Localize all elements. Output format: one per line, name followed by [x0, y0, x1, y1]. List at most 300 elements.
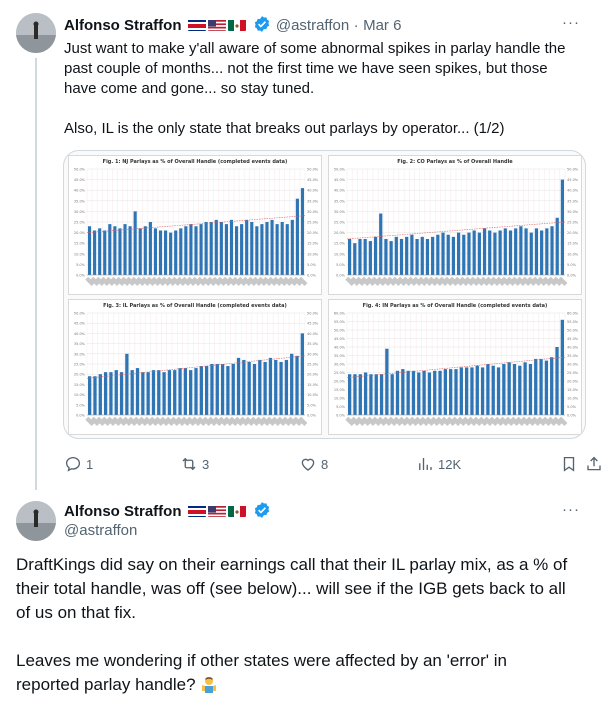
y-tick-label-right: 25.0%: [567, 371, 579, 375]
avatar[interactable]: [16, 13, 56, 53]
costa-rica-flag-icon: [188, 19, 206, 31]
bar: [561, 180, 564, 275]
bar: [396, 371, 399, 415]
bar: [467, 233, 470, 275]
bar: [281, 222, 284, 275]
bar: [291, 220, 294, 275]
bar: [374, 237, 377, 275]
y-tick-label: 15.0%: [333, 388, 345, 392]
bar: [415, 239, 418, 275]
author-name[interactable]: Alfonso Straffon: [64, 17, 182, 34]
bar: [159, 230, 162, 275]
y-tick-label: 10.0%: [333, 252, 345, 257]
bar: [364, 239, 367, 275]
chart-title: Fig. 3: IL Parlays as % of Overall Handle (completed events data): [103, 303, 287, 309]
bar: [535, 228, 538, 275]
y-tick-label: 10.0%: [333, 396, 345, 401]
bar: [364, 373, 367, 416]
bar: [260, 224, 263, 275]
bar: [154, 228, 157, 275]
thread-line: [35, 58, 37, 490]
bar: [123, 224, 126, 275]
bar: [529, 364, 532, 415]
reply-icon: [64, 455, 82, 473]
tweet-text-line: their total handle, was off (see below)... will see if the IGB gets back to all: [16, 579, 566, 598]
bar: [242, 360, 245, 415]
bar: [113, 226, 116, 275]
bar: [98, 228, 101, 275]
bar: [454, 369, 457, 415]
charts-image[interactable]: [63, 150, 586, 439]
chart-title: Fig. 1: NJ Parlays as % of Overall Handle (completed events data): [102, 159, 288, 165]
bar: [492, 366, 495, 415]
y-tick-label-right: 50.0%: [567, 328, 579, 333]
y-tick-label-right: 10.0%: [307, 393, 319, 398]
chart-plot: [329, 165, 583, 295]
bar: [369, 374, 372, 415]
y-tick-label: 5.0%: [76, 403, 85, 408]
bar: [379, 214, 382, 275]
reply-button[interactable]: [64, 455, 93, 473]
tweet-text-line: Leaves me wondering if other states were affected by an 'error' in: [16, 651, 507, 670]
bar: [240, 224, 243, 275]
bar: [436, 235, 439, 275]
y-tick-label-right: 15.0%: [307, 382, 319, 387]
y-tick-label-right: 0.0%: [307, 273, 316, 278]
y-tick-label: 15.0%: [73, 382, 85, 387]
y-tick-label: 45.0%: [333, 178, 345, 183]
bar: [269, 358, 272, 415]
bar: [255, 226, 258, 275]
y-tick-label: 20.0%: [73, 231, 85, 236]
bar: [476, 366, 479, 415]
y-tick-label: 20.0%: [333, 231, 345, 236]
views-icon: [416, 455, 434, 473]
y-tick-label: 40.0%: [333, 345, 345, 350]
bar: [385, 349, 388, 415]
y-tick-label-right: 45.0%: [307, 178, 319, 183]
bar: [215, 220, 218, 275]
usa-flag-icon: [208, 19, 226, 31]
bar: [438, 371, 441, 415]
bar: [391, 374, 394, 415]
y-tick-label: 35.0%: [333, 199, 345, 204]
bar: [539, 359, 542, 415]
y-tick-label-right: 5.0%: [567, 405, 576, 409]
share-button[interactable]: [585, 455, 603, 473]
bar: [465, 367, 468, 415]
y-tick-label: 40.0%: [73, 331, 85, 336]
bar: [93, 376, 96, 415]
y-tick-label-right: 30.0%: [307, 352, 319, 357]
bar: [462, 235, 465, 275]
chart-nj: [68, 155, 322, 295]
bar: [174, 230, 177, 275]
y-tick-label: 30.0%: [73, 352, 85, 357]
bar: [290, 354, 293, 415]
chart-in: [328, 299, 582, 435]
bar: [431, 237, 434, 275]
bar: [406, 371, 409, 415]
like-icon: [299, 455, 317, 473]
y-tick-label: 50.0%: [333, 328, 345, 333]
bar: [483, 228, 486, 275]
bar: [502, 364, 505, 415]
verified-badge-icon: [253, 15, 271, 33]
y-tick-label: 5.0%: [336, 262, 345, 267]
y-tick-label: 30.0%: [333, 362, 345, 367]
bar: [237, 358, 240, 415]
bar: [216, 364, 219, 415]
repost-button[interactable]: [180, 455, 209, 473]
y-tick-label: 40.0%: [333, 188, 345, 193]
bar: [508, 362, 511, 415]
y-tick-label: 25.0%: [73, 362, 85, 367]
bar: [380, 374, 383, 415]
chart-plot: [69, 309, 323, 435]
y-tick-label-right: 30.0%: [307, 209, 319, 214]
bar: [509, 230, 512, 275]
y-tick-label-right: 45.0%: [307, 321, 319, 326]
bar: [295, 356, 298, 415]
bar: [210, 364, 213, 415]
author-handle[interactable]: @astraffon: [64, 522, 138, 539]
bar: [248, 362, 251, 415]
bar: [232, 364, 235, 415]
y-tick-label-right: 30.0%: [567, 209, 579, 214]
y-tick-label-right: 50.0%: [307, 311, 319, 316]
bar: [205, 366, 208, 415]
bar: [353, 243, 356, 275]
bar: [225, 224, 228, 275]
bar: [184, 368, 187, 415]
y-tick-label: 40.0%: [73, 188, 85, 193]
y-tick-label: 5.0%: [336, 405, 345, 409]
bar: [141, 372, 144, 415]
y-tick-label: 5.0%: [76, 262, 85, 267]
tweet-text-line: reported parlay handle?: [16, 675, 196, 694]
repost-icon: [180, 455, 198, 473]
y-tick-label-right: 35.0%: [307, 342, 319, 347]
y-tick-label: 25.0%: [73, 220, 85, 225]
bar: [369, 241, 372, 275]
bar: [426, 239, 429, 275]
bar: [226, 366, 229, 415]
bar: [276, 224, 279, 275]
y-tick-label: 10.0%: [73, 252, 85, 257]
bar: [301, 333, 304, 415]
bar: [390, 241, 393, 275]
y-tick-label: 45.0%: [73, 321, 85, 326]
views-count: 12K: [438, 456, 462, 472]
bar: [131, 370, 134, 415]
bar: [540, 230, 543, 275]
bar: [493, 233, 496, 275]
y-tick-label-right: 55.0%: [567, 320, 579, 324]
bar: [88, 376, 91, 415]
more-icon[interactable]: ···: [562, 14, 580, 31]
bar: [194, 226, 197, 275]
bar: [199, 224, 202, 275]
y-tick-label-right: 5.0%: [307, 262, 316, 267]
bar: [245, 220, 248, 275]
bar: [545, 361, 548, 415]
author-handle[interactable]: @astraffon: [275, 17, 350, 34]
bar: [513, 364, 516, 415]
y-tick-label-right: 25.0%: [307, 362, 319, 367]
bar: [301, 188, 304, 275]
bar: [486, 364, 489, 415]
y-tick-label-right: 30.0%: [567, 362, 579, 367]
y-tick-label-right: 5.0%: [307, 403, 316, 408]
bar: [230, 220, 233, 275]
y-tick-label: 30.0%: [73, 209, 85, 214]
bar: [88, 226, 91, 275]
chart-plot: [69, 165, 323, 295]
bar: [421, 237, 424, 275]
bar: [184, 226, 187, 275]
y-tick-label-right: 5.0%: [567, 262, 576, 267]
bar: [157, 370, 160, 415]
share-icon: [585, 455, 603, 473]
bar: [194, 368, 197, 415]
person-shrugging-emoji: [200, 675, 218, 693]
bar: [530, 233, 533, 275]
y-tick-label: 30.0%: [333, 209, 345, 214]
bar: [220, 222, 223, 275]
bar: [470, 367, 473, 415]
bar: [296, 199, 299, 275]
y-tick-label-right: 0.0%: [567, 273, 576, 278]
y-tick-label: 45.0%: [333, 337, 345, 341]
chart-co: [328, 155, 582, 295]
y-tick-label: 50.0%: [73, 311, 85, 316]
repost-count: 3: [202, 456, 210, 472]
bar: [488, 230, 491, 275]
bar: [149, 222, 152, 275]
bar: [115, 370, 118, 415]
bar: [136, 368, 139, 415]
y-tick-label-right: 50.0%: [567, 167, 579, 172]
bar: [460, 367, 463, 415]
y-tick-label-right: 20.0%: [307, 231, 319, 236]
tweet-date[interactable]: Mar 6: [363, 17, 402, 34]
bar: [139, 228, 142, 275]
bar: [134, 211, 137, 275]
tweet-text-line: past couple of months... not the first time we have seen spikes, but those: [64, 60, 548, 77]
y-tick-label: 15.0%: [333, 241, 345, 246]
bar: [524, 228, 527, 275]
y-tick-label: 35.0%: [333, 354, 345, 358]
chart-plot: [329, 309, 583, 435]
bar: [168, 370, 171, 415]
bar: [169, 233, 172, 275]
tweet-text-line: of us on that fix.: [16, 603, 137, 622]
bar: [444, 369, 447, 415]
bar: [250, 222, 253, 275]
bar: [152, 370, 155, 415]
chart-title: Fig. 4: IN Parlays as % of Overall Handle (completed events data): [362, 303, 548, 309]
tweet-text-line: Just want to make y'all aware of some abnormal spikes in parlay handle the: [64, 40, 566, 57]
y-tick-label-right: 10.0%: [307, 252, 319, 257]
bar: [561, 320, 564, 415]
tweet-text-line: have come and gone... so stay tuned.: [64, 80, 315, 97]
bar: [457, 233, 460, 275]
mexico-flag-icon: [228, 505, 246, 517]
y-tick-label-right: 15.0%: [307, 241, 319, 246]
y-tick-label: 45.0%: [73, 178, 85, 183]
bar: [286, 224, 289, 275]
y-tick-label-right: 10.0%: [567, 396, 579, 401]
bar: [210, 222, 213, 275]
bar: [417, 373, 420, 416]
y-tick-label-right: 15.0%: [567, 388, 579, 392]
y-tick-label: 0.0%: [336, 413, 345, 418]
like-count: 8: [321, 456, 329, 472]
bar: [534, 359, 537, 415]
y-tick-label-right: 35.0%: [307, 199, 319, 204]
y-tick-label: 25.0%: [333, 371, 345, 375]
y-tick-label-right: 20.0%: [307, 372, 319, 377]
bar: [514, 228, 517, 275]
bar: [103, 230, 106, 275]
y-tick-label-right: 0.0%: [567, 413, 576, 418]
y-tick-label: 55.0%: [333, 320, 345, 324]
y-tick-label-right: 40.0%: [567, 188, 579, 193]
bar: [108, 224, 111, 275]
tweet-header: [64, 501, 271, 521]
tweet-text-line: DraftKings did say on their earnings call that their IL parlay mix, as a % of: [16, 555, 568, 574]
bar: [433, 371, 436, 415]
bar: [384, 239, 387, 275]
bar: [189, 370, 192, 415]
y-tick-label-right: 40.0%: [307, 331, 319, 336]
views-button[interactable]: [416, 455, 461, 473]
bar: [497, 367, 500, 415]
bar: [99, 374, 102, 415]
y-tick-label: 50.0%: [333, 167, 345, 172]
chart-il: [68, 299, 322, 435]
y-tick-label-right: 40.0%: [567, 345, 579, 350]
bar: [221, 364, 224, 415]
bar: [353, 374, 356, 415]
y-tick-label: 50.0%: [73, 167, 85, 172]
bar: [395, 237, 398, 275]
y-tick-label-right: 40.0%: [307, 188, 319, 193]
bar: [545, 228, 548, 275]
bar: [93, 230, 96, 275]
bar: [109, 372, 112, 415]
bar: [178, 368, 181, 415]
bar: [555, 347, 558, 415]
bar: [348, 374, 351, 415]
bar: [359, 374, 362, 415]
bar: [144, 226, 147, 275]
bar: [129, 226, 132, 275]
bar: [441, 233, 444, 275]
bookmark-icon: [560, 455, 578, 473]
bar: [499, 230, 502, 275]
more-icon[interactable]: ···: [562, 501, 580, 518]
y-tick-label: 35.0%: [73, 199, 85, 204]
y-tick-label: 0.0%: [76, 273, 85, 278]
y-tick-label-right: 60.0%: [567, 311, 579, 316]
y-tick-label-right: 0.0%: [307, 413, 316, 418]
bar: [162, 372, 165, 415]
bar: [519, 226, 522, 275]
bar: [125, 354, 128, 415]
bar: [449, 369, 452, 415]
tweet-text: [64, 39, 594, 139]
bar: [556, 218, 559, 275]
bar: [452, 237, 455, 275]
costa-rica-flag-icon: [188, 505, 206, 517]
bar: [120, 372, 123, 415]
y-tick-label-right: 20.0%: [567, 231, 579, 236]
bar: [179, 228, 182, 275]
like-button[interactable]: [299, 455, 328, 473]
y-tick-label-right: 25.0%: [307, 220, 319, 225]
bar: [518, 366, 521, 415]
bar: [401, 369, 404, 415]
bar: [348, 239, 351, 275]
y-tick-label-right: 35.0%: [567, 199, 579, 204]
bar: [481, 367, 484, 415]
tweet-header: [64, 15, 401, 35]
y-tick-label-right: 45.0%: [567, 178, 579, 183]
bar: [523, 362, 526, 415]
y-tick-label: 25.0%: [333, 220, 345, 225]
bar: [265, 222, 268, 275]
bar: [405, 237, 408, 275]
bar: [447, 235, 450, 275]
bar: [200, 366, 203, 415]
bar: [400, 239, 403, 275]
bookmark-button[interactable]: [560, 455, 578, 473]
bar: [428, 373, 431, 416]
y-tick-label: 20.0%: [333, 379, 345, 384]
bar: [173, 370, 176, 415]
author-name[interactable]: Alfonso Straffon: [64, 503, 182, 520]
bar: [146, 372, 149, 415]
y-tick-label: 35.0%: [73, 342, 85, 347]
reply-count: 1: [86, 456, 94, 472]
bar: [550, 226, 553, 275]
bar: [258, 360, 261, 415]
bar: [253, 364, 256, 415]
bar: [274, 360, 277, 415]
bar: [358, 239, 361, 275]
y-tick-label: 15.0%: [73, 241, 85, 246]
bar: [263, 362, 266, 415]
bar: [412, 371, 415, 415]
y-tick-label: 0.0%: [336, 273, 345, 278]
bar: [473, 230, 476, 275]
y-tick-label-right: 15.0%: [567, 241, 579, 246]
verified-badge-icon: [253, 501, 271, 519]
bar: [410, 235, 413, 275]
y-tick-label-right: 35.0%: [567, 354, 579, 358]
bar: [375, 374, 378, 415]
y-tick-label: 60.0%: [333, 311, 345, 316]
y-tick-label-right: 20.0%: [567, 379, 579, 384]
mexico-flag-icon: [228, 19, 246, 31]
avatar[interactable]: [16, 501, 56, 541]
y-tick-label: 20.0%: [73, 372, 85, 377]
bar: [164, 230, 167, 275]
y-tick-label-right: 10.0%: [567, 252, 579, 257]
bar: [422, 371, 425, 415]
